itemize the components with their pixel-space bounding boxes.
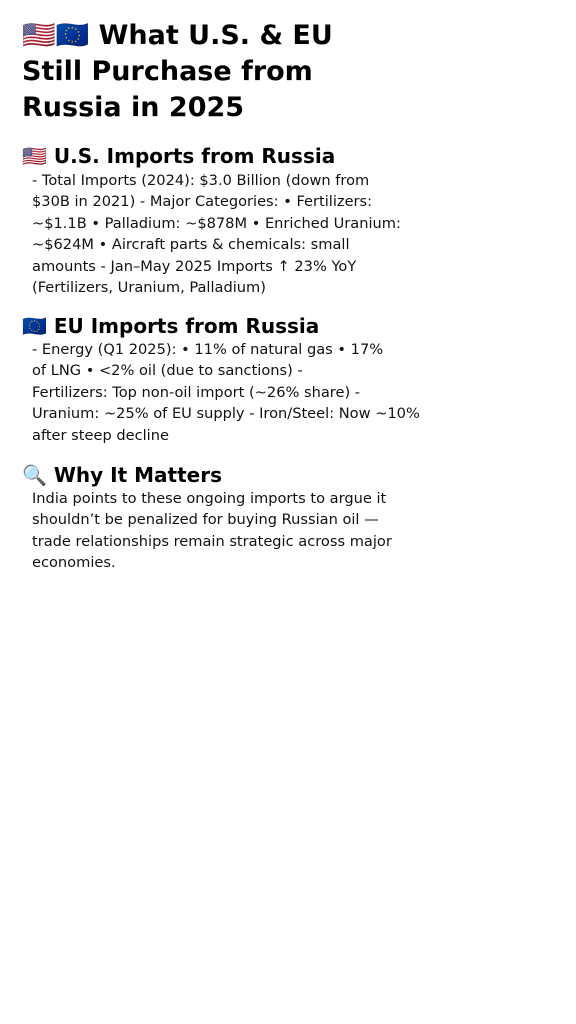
section-heading-eu-imports: 🇪🇺 EU Imports from Russia [22, 314, 320, 338]
section-heading-us-imports: 🇺🇸 U.S. Imports from Russia [22, 144, 336, 168]
section-body-eu-imports: - Energy (Q1 2025): • 11% of natural gas • 17% of LNG • <2% oil (due to sanctions) - Fertilizers: Top non-oil import (~26% share) - Uranium: ~25% of EU supply - Iron/Steel: Now ~10% after steep decline [32, 341, 420, 444]
section-body-why-it-matters: India points to these ongoing imports to argue it shouldn’t be penalized for buying Russian oil — trade relationships remain strategic across major economies. [32, 490, 392, 572]
section-heading-why-it-matters: 🔍 Why It Matters [22, 463, 222, 487]
page-title: 🇺🇸🇪🇺 What U.S. & EU Still Purchase from Russia in 2025 [22, 20, 333, 123]
section-body-us-imports: - Total Imports (2024): $3.0 Billion (down from $30B in 2021) - Major Categories: • Fertilizers: ~$1.1B • Palladium: ~$878M • Enriched Uranium: ~$624M • Aircraft parts & chemicals: small amounts - Jan–May 2025 Imports ↑ 23% YoY (Fertilizers, Uranium, Palladium) [32, 172, 401, 297]
